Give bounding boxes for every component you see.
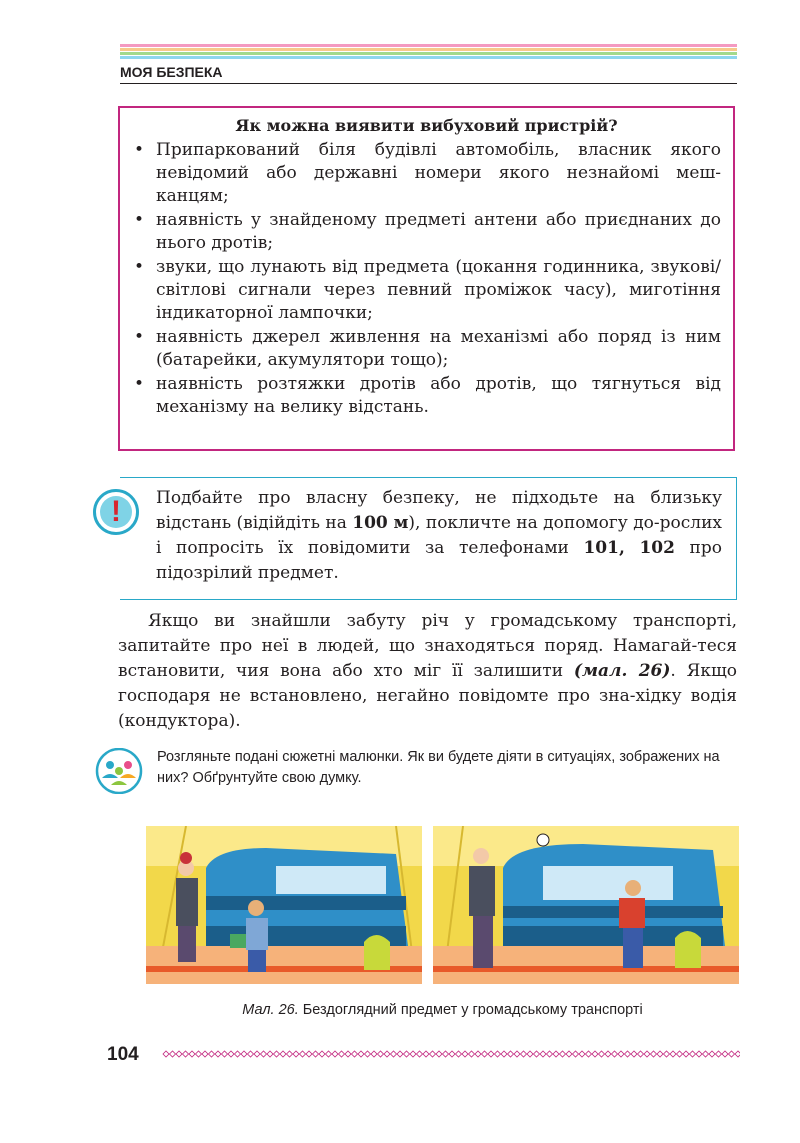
diamond-ornament (735, 1051, 740, 1057)
diamond-ornament (183, 1051, 189, 1057)
diamond-ornament (599, 1051, 605, 1057)
exclamation-mark: ! (111, 495, 121, 528)
diamond-ornament (345, 1051, 351, 1057)
figure-reference: (мал. 26) (573, 661, 671, 681)
main-paragraph (118, 609, 737, 734)
paragraph-text (118, 609, 737, 734)
footer-diamond-rule (160, 1049, 740, 1059)
diamond-ornament (690, 1051, 696, 1057)
diamond-ornament (709, 1051, 715, 1057)
exclamation-icon (93, 489, 139, 535)
stripe-pink (120, 44, 737, 47)
bullet: • (134, 140, 145, 160)
diamond-ornament (163, 1051, 169, 1057)
diamond-ornament (287, 1051, 293, 1057)
phone-number-2: 102 (639, 538, 675, 558)
diamond-ornament (404, 1051, 410, 1057)
diamond-ornament (319, 1051, 325, 1057)
diamond-ornament (657, 1051, 663, 1057)
warning-text-part: про підозрілий предмет. (156, 538, 722, 583)
diamond-ornament (235, 1051, 241, 1057)
diamond-ornament (469, 1051, 475, 1057)
diamond-ornament (274, 1051, 280, 1057)
diamond-ornament (579, 1051, 585, 1057)
diamond-ornament (495, 1051, 501, 1057)
diamond-ornament (605, 1051, 611, 1057)
warning-text-part: Подбайте про власну безпеку, не підходьте на близьку відстань (відійдіть на (156, 488, 722, 533)
page-number: 104 (107, 1044, 139, 1065)
diamond-ornament (371, 1051, 377, 1057)
caption-label: Мал. 26. (242, 1002, 299, 1018)
diamond-ornament (573, 1051, 579, 1057)
diamond-ornament (248, 1051, 254, 1057)
list-item-text: наявність розтяжки дротів або дротів, що тягнуться від механізму на велику відстань. (156, 374, 721, 417)
paragraph-text-part: . Якщо господаря не встановлено, негайно повідомте про зна-хідку водія (кондуктора). (118, 661, 738, 731)
stripe-orange (120, 48, 737, 51)
list-item (132, 209, 721, 255)
diamond-ornament (566, 1051, 572, 1057)
group-work-icon (94, 748, 144, 794)
diamond-ornament (443, 1051, 449, 1057)
diamond-ornament (501, 1051, 507, 1057)
diamond-ornament (339, 1051, 345, 1057)
diamond-ornament (326, 1051, 332, 1057)
diamond-ornament (267, 1051, 273, 1057)
diamond-ornament (625, 1051, 631, 1057)
diamond-ornament (449, 1051, 455, 1057)
diamond-ornament (644, 1051, 650, 1057)
diamond-ornament (417, 1051, 423, 1057)
caption-text: Бездоглядний предмет у громадському транспорті (298, 1002, 643, 1018)
diamond-ornament (176, 1051, 182, 1057)
diamond-ornament (397, 1051, 403, 1057)
explosive-device-box (118, 106, 735, 451)
group-task-text: Розгляньте подані сюжетні малюнки. Як ви будете діяти в ситуаціях, зображених на них? Обґрунтуйте свою думку. (157, 749, 720, 786)
diamond-ornament (514, 1051, 520, 1057)
diamond-ornament (683, 1051, 689, 1057)
diamond-ornament (508, 1051, 514, 1057)
diamond-ornament (430, 1051, 436, 1057)
diamond-ornament (696, 1051, 702, 1057)
diamond-ornament (540, 1051, 546, 1057)
diamond-ornament (215, 1051, 221, 1057)
stripe-blue (120, 56, 737, 59)
diamond-ornament (332, 1051, 338, 1057)
section-header (120, 64, 737, 84)
diamond-ornament (618, 1051, 624, 1057)
diamond-ornament (261, 1051, 267, 1057)
diamond-ornament (391, 1051, 397, 1057)
stripe-green (120, 52, 737, 55)
diamond-ornament (228, 1051, 234, 1057)
diamond-ornament (365, 1051, 371, 1057)
diamond-ornament (384, 1051, 390, 1057)
warning-text-part: ), покличте на допомогу до-рослих і попросіть їх повідомити за телефонами (156, 513, 723, 558)
diamond-ornament (722, 1051, 728, 1057)
diamond-ornament (677, 1051, 683, 1057)
diamond-ornament (241, 1051, 247, 1057)
warning-box (120, 477, 737, 600)
section-title: МОЯ БЕЗПЕКА (120, 64, 223, 80)
diamond-ornament (521, 1051, 527, 1057)
diamond-ornament (488, 1051, 494, 1057)
list-item-text: Припаркований біля будівлі автомобіль, власник якого невідомий або державні номери якого незнайомі меш-канцям; (156, 140, 721, 206)
diamond-ornament (293, 1051, 299, 1057)
diamond-ornament (202, 1051, 208, 1057)
diamond-ornament (553, 1051, 559, 1057)
list-item (132, 256, 721, 325)
header-stripes (120, 44, 737, 62)
warning-text (156, 486, 722, 586)
list-item (132, 139, 721, 208)
diamond-ornament (703, 1051, 709, 1057)
diamond-ornament (534, 1051, 540, 1057)
diamond-ornament (586, 1051, 592, 1057)
diamond-ornament (378, 1051, 384, 1057)
illustration-train-scene-1 (146, 826, 422, 984)
diamond-ornament (664, 1051, 670, 1057)
list-item-text: наявність джерел живлення на механізмі або поряд із ним (батарейки, акумулятори тощо); (156, 327, 721, 370)
list-item (132, 326, 721, 372)
box-title: Як можна виявити вибуховий пристрій? (235, 116, 618, 135)
diamond-ornament (300, 1051, 306, 1057)
diamond-ornament (313, 1051, 319, 1057)
diamond-ornament (254, 1051, 260, 1057)
phone-separator: , (618, 538, 625, 558)
distance-value: 100 м (352, 513, 409, 533)
diamond-ornament (631, 1051, 637, 1057)
diamond-ornament (670, 1051, 676, 1057)
phone-number-1: 101 (583, 538, 619, 558)
bullet: • (134, 257, 145, 277)
diamond-ornament (482, 1051, 488, 1057)
illustration-train-scene-2 (433, 826, 739, 984)
diamond-ornament (592, 1051, 598, 1057)
diamond-ornament (560, 1051, 566, 1057)
diamond-ornament (436, 1051, 442, 1057)
bullet: • (134, 327, 145, 347)
signs-list (132, 139, 721, 419)
diamond-ornament (547, 1051, 553, 1057)
list-item (132, 373, 721, 419)
list-item-text: звуки, що лунають від предмета (цокання годинника, звукові/світлові сигнали через певний проміжок часу), миготіння індикаторної лампочки; (156, 257, 721, 323)
figure-caption (146, 1002, 739, 1018)
diamond-ornament (352, 1051, 358, 1057)
diamond-ornament (651, 1051, 657, 1057)
diamond-ornament (189, 1051, 195, 1057)
diamond-ornament (716, 1051, 722, 1057)
diamond-ornament (280, 1051, 286, 1057)
diamond-ornament (527, 1051, 533, 1057)
diamond-ornament (612, 1051, 618, 1057)
diamond-ornament (306, 1051, 312, 1057)
diamond-ornament (170, 1051, 176, 1057)
diamond-ornament (358, 1051, 364, 1057)
diamond-ornament (222, 1051, 228, 1057)
list-item-text: наявність у знайденому предметі антени або приєднаних до нього дротів; (156, 210, 721, 253)
bullet: • (134, 374, 145, 394)
paragraph-text-part: Якщо ви знайшли забуту річ у громадському транспорті, запитайте про неї в людей, що знаходяться поряд. Намагай-теся встановити, чия вона або хто міг її залишити (118, 611, 737, 681)
diamond-ornament (456, 1051, 462, 1057)
diamond-ornament (423, 1051, 429, 1057)
diamond-ornament (209, 1051, 215, 1057)
diamond-ornament (196, 1051, 202, 1057)
bullet: • (134, 210, 145, 230)
diamond-ornament (410, 1051, 416, 1057)
diamond-ornament (462, 1051, 468, 1057)
diamond-ornament (638, 1051, 644, 1057)
diamond-ornament (475, 1051, 481, 1057)
diamond-ornament (729, 1051, 735, 1057)
